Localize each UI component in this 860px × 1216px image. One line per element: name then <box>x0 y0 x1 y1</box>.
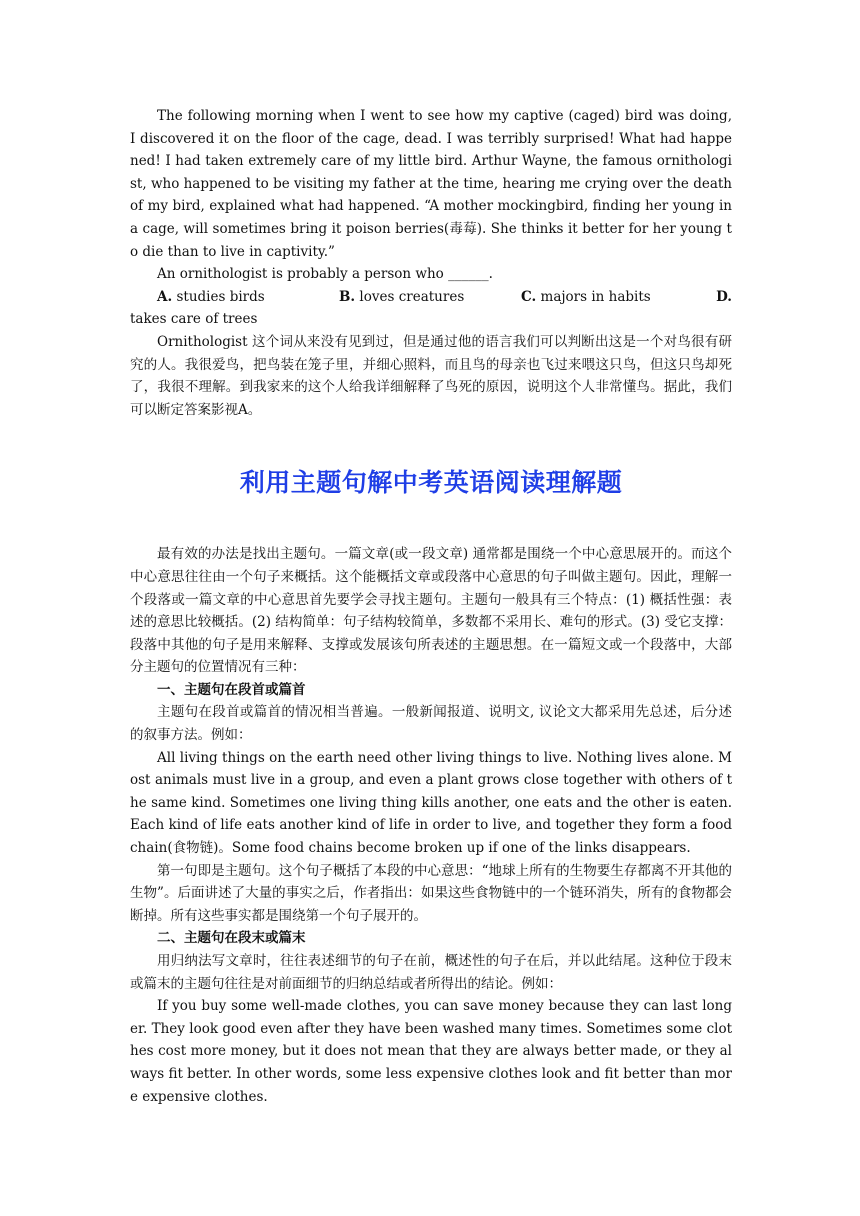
document-page <box>130 105 732 1108</box>
option-c-letter: C. <box>521 288 537 305</box>
option-a <box>157 286 339 309</box>
explanation-paragraph: Ornithologist 这个词从来没有见到过，但是通过他的语言我们可以判断出这是一个对鸟很有研究的人。我很爱鸟，把鸟装在笼子里，并细心照料，而且鸟的母亲也飞过来喂这只鸟，但这只鸟却死了，我很不理解。到我家来的这个人给我详细解释了鸟死的原因，说明这个人非常懂鸟。据此，我们可以断定答案影视A。 <box>130 333 732 418</box>
option-b-text: loves creatures <box>359 288 465 305</box>
section-2-heading: 二、主题句在段末或篇末 <box>157 930 306 947</box>
option-d-letter: D. <box>716 288 732 305</box>
option-c <box>521 286 703 309</box>
option-d-text: takes care of trees <box>130 311 258 328</box>
section-2-description: 用归纳法写文章时，往往表述细节的句子在前，概述性的句子在后，并以此结尾。这种位于段末或篇末的主题句往往是对前面细节的归纳总结或者所得出的结论。例如： <box>130 953 732 992</box>
section-1-heading: 一、主题句在段首或篇首 <box>157 681 306 698</box>
section-2-example: If you buy some well-made clothes, you can save money because they can last longer. They look good even after they have been washed many times. Sometimes some clothes cost more money, but it does not mean that they are always better made, or they always fit better. In other words, some less expensive clothes look and fit better than more expensive clothes. <box>130 998 732 1105</box>
option-c-text: majors in habits <box>540 288 651 305</box>
option-d <box>703 286 732 309</box>
option-b-letter: B. <box>339 288 356 305</box>
section-1-description: 主题句在段首或篇首的情况相当普遍。一般新闻报道、说明文, 议论文大都采用先总述，后分述的叙事方法。例如： <box>130 704 732 744</box>
intro-paragraph: 最有效的办法是找出主题句。一篇文章(或一段文章) 通常都是围绕一个中心意思展开的。而这个中心意思往往由一个句子来概括。这个能概括文章或段落中心意思的句子叫做主题句。因此，理解一个段落或一篇文章的中心意思首先要学会寻找主题句。主题句一般具有三个特点：(1) 概括性强：表述的意思比较概括。(2) 结构简单：句子结构较简单，多数都不采用长、难句的形式。(3) 受它支撑：段落中其他的句子是用来解释、支撑或发展该句所表述的主题思想。在一篇短文或一个段落中，大部分主题句的位置情况有三种： <box>130 546 732 676</box>
passage-paragraph: The following morning when I went to see how my captive (caged) bird was doing, I discovered it on the floor of the cage, dead. I was terribly surprised! What had happened! I had taken extremely care of my little bird. Arthur Wayne, the famous ornithologist, who happened to be visiting my father at the time, hearing me crying over the death of my bird, explained what had happened. “A mother mockingbird, finding her young in a cage, will sometimes bring it poison berries(毒莓). She thinks it better for her young to die than to live in captivity.” <box>130 108 732 260</box>
question-text: An ornithologist is probably a person who ______. <box>157 266 493 283</box>
article-title: 利用主题句解中考英语阅读理解题 <box>239 468 623 498</box>
option-b <box>339 286 521 309</box>
option-a-letter: A. <box>157 288 173 305</box>
option-a-text: studies birds <box>176 288 265 305</box>
section-1-analysis: 第一句即是主题句。这个句子概括了本段的中心意思：“地球上所有的生物要生存都离不开其他的生物”。后面讲述了大量的事实之后，作者指出：如果这些食物链中的一个链环消失，所有的食物都会断掉。所有这些事实都是围绕第一个句子展开的。 <box>130 862 732 924</box>
answer-options <box>130 286 732 309</box>
section-1-example: All living things on the earth need other living things to live. Nothing lives alone. Most animals must live in a group, and even a plant grows close together with others of the same kind. Sometimes one living thing kills another, one eats and the other is eaten. Each kind of life eats another kind of life in order to live, and together they form a food chain(食物链)。Some food chains become broken up if one of the links disappears. <box>130 749 732 857</box>
